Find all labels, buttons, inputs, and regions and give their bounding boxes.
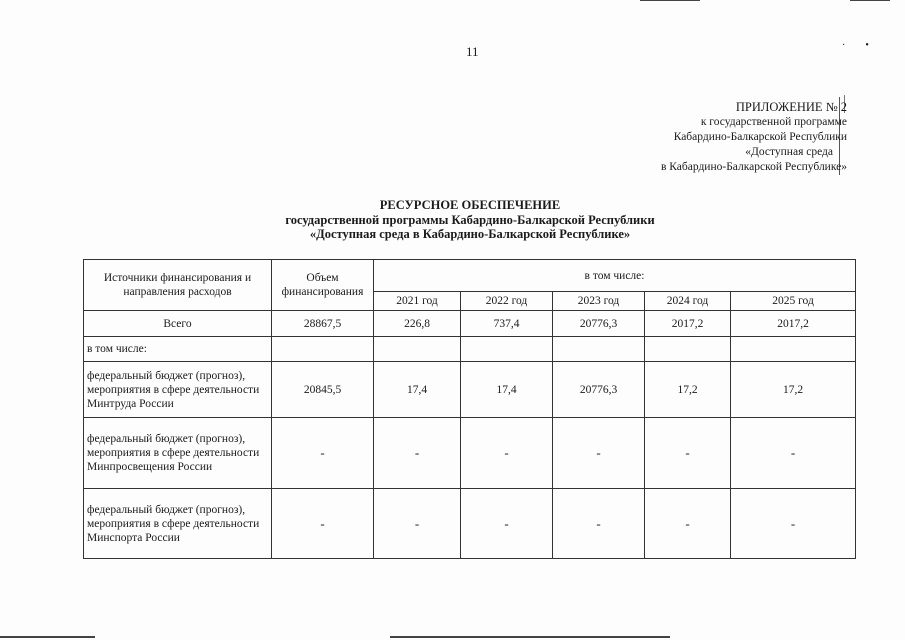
scan-dots: · • <box>842 40 869 51</box>
cell-value: 2017,2 <box>731 311 856 337</box>
cell-value: - <box>731 489 856 559</box>
scan-mark-bottom-left <box>0 636 95 638</box>
cell-value: 17,2 <box>645 362 731 418</box>
cell-value <box>374 337 461 362</box>
appendix-line: «Доступная среда <box>745 146 833 158</box>
scan-mark-top <box>640 0 700 1</box>
title-line: «Доступная среда в Кабардино-Балкарской Республике» <box>309 227 631 241</box>
row-label: Всего <box>84 311 272 337</box>
cell-value: 20776,3 <box>553 362 645 418</box>
header-source: Источники финансирования и направления расходов <box>84 260 272 311</box>
document-title <box>80 198 860 242</box>
cell-value: 17,4 <box>374 362 461 418</box>
cell-value: - <box>645 489 731 559</box>
cell-value: - <box>553 489 645 559</box>
page-number: 11 <box>466 44 479 59</box>
appendix-number: ПРИЛОЖЕНИЕ № 2 <box>735 100 847 114</box>
table-row <box>84 418 856 489</box>
header-year: 2025 год <box>731 292 856 311</box>
cell-volume: - <box>272 418 374 489</box>
cell-value: 17,2 <box>731 362 856 418</box>
cell-volume <box>272 337 374 362</box>
table-row <box>84 337 856 362</box>
scan-mark-top-right <box>850 0 890 1</box>
title-line: РЕСУРСНОЕ ОБЕСПЕЧЕНИЕ <box>379 198 561 212</box>
appendix-line: в Кабардино-Балкарской Республике» <box>660 161 847 173</box>
table-row <box>84 489 856 559</box>
cell-value: - <box>553 418 645 489</box>
row-label: федеральный бюджет (прогноз), мероприятия в сфере деятельности Минтруда России <box>84 362 272 418</box>
cell-value: 2017,2 <box>645 311 731 337</box>
cell-value: 20776,3 <box>553 311 645 337</box>
header-including: в том числе: <box>374 260 856 292</box>
cell-value <box>731 337 856 362</box>
title-line: государственной программы Кабардино-Балкарской Республики <box>285 212 655 227</box>
cell-value <box>645 337 731 362</box>
row-label: в том числе: <box>84 337 272 362</box>
appendix-header <box>587 100 847 175</box>
cell-volume: 20845,5 <box>272 362 374 418</box>
cell-value: - <box>374 489 461 559</box>
header-volume: Объем финансирования <box>272 260 374 311</box>
table-row <box>84 362 856 418</box>
cell-value: - <box>461 489 553 559</box>
resource-table <box>83 259 856 559</box>
cell-value: - <box>374 418 461 489</box>
cell-value: 226,8 <box>374 311 461 337</box>
scan-mark-bottom-center <box>390 636 670 638</box>
header-year: 2022 год <box>461 292 553 311</box>
cell-value: 737,4 <box>461 311 553 337</box>
header-year: 2023 год <box>553 292 645 311</box>
cell-value: - <box>731 418 856 489</box>
table-row <box>84 311 856 337</box>
appendix-line: Кабардино-Балкарской Республики <box>673 131 847 143</box>
row-label: федеральный бюджет (прогноз), мероприятия в сфере деятельности Минспорта России <box>84 489 272 559</box>
cell-value: 17,4 <box>461 362 553 418</box>
row-label: федеральный бюджет (прогноз), мероприятия в сфере деятельности Минпросвещения России <box>84 418 272 489</box>
header-year: 2024 год <box>645 292 731 311</box>
cell-volume: - <box>272 489 374 559</box>
appendix-line: к государственной программе <box>700 116 847 128</box>
cell-volume: 28867,5 <box>272 311 374 337</box>
cell-value <box>553 337 645 362</box>
cell-value: - <box>645 418 731 489</box>
cell-value: - <box>461 418 553 489</box>
header-year: 2021 год <box>374 292 461 311</box>
cell-value <box>461 337 553 362</box>
